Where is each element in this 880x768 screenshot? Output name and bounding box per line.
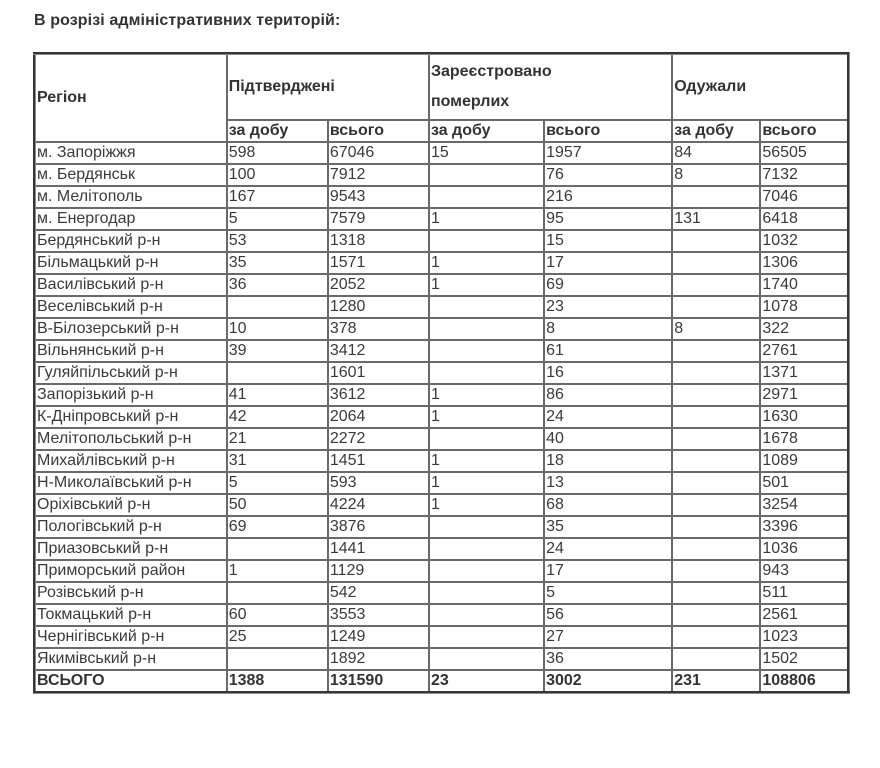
cell-deaths-total: 17	[544, 252, 672, 274]
cell-confirmed-per-day: 21	[227, 428, 328, 450]
cell-confirmed-total: 2064	[328, 406, 429, 428]
cell-deaths-total: 56	[544, 604, 672, 626]
cell-region: м. Запоріжжя	[35, 142, 227, 164]
cell-confirmed-per-day	[227, 582, 328, 604]
cell-region: Запорізький р-н	[35, 384, 227, 406]
cell-recovered-total: 501	[760, 472, 848, 494]
cell-deaths-total: 40	[544, 428, 672, 450]
table-body	[35, 142, 849, 670]
cell-confirmed-per-day	[227, 538, 328, 560]
cell-recovered-total: 1023	[760, 626, 848, 648]
table-row	[35, 582, 849, 604]
cell-confirmed-total: 1571	[328, 252, 429, 274]
header-confirmed: Підтверджені	[227, 54, 429, 121]
cell-confirmed-per-day: 5	[227, 208, 328, 230]
table-row	[35, 428, 849, 450]
cell-confirmed-per-day: 1	[227, 560, 328, 582]
cell-confirmed-total: 1892	[328, 648, 429, 670]
cell-confirmed-per-day	[227, 362, 328, 384]
cell-recovered-total: 1036	[760, 538, 848, 560]
table-row	[35, 142, 849, 164]
table-row	[35, 384, 849, 406]
cell-recovered-total: 56505	[760, 142, 848, 164]
cell-deaths-per-day	[429, 230, 544, 252]
cell-deaths-per-day: 1	[429, 450, 544, 472]
cell-deaths-per-day	[429, 428, 544, 450]
cell-deaths-per-day	[429, 626, 544, 648]
cell-confirmed-per-day: 69	[227, 516, 328, 538]
cell-recovered-per-day	[672, 538, 760, 560]
cell-confirmed-total: 1601	[328, 362, 429, 384]
cell-confirmed-per-day: 60	[227, 604, 328, 626]
cell-confirmed-total: 67046	[328, 142, 429, 164]
cell-confirmed-total: 1280	[328, 296, 429, 318]
header-deaths-line2: померлих	[430, 93, 510, 110]
totals-recovered-per-day: 231	[672, 670, 760, 693]
cell-confirmed-per-day: 10	[227, 318, 328, 340]
cell-deaths-total: 17	[544, 560, 672, 582]
table-row	[35, 296, 849, 318]
cell-confirmed-total: 378	[328, 318, 429, 340]
cell-recovered-per-day	[672, 494, 760, 516]
cell-deaths-total: 16	[544, 362, 672, 384]
cell-confirmed-total: 7579	[328, 208, 429, 230]
table-row	[35, 604, 849, 626]
cell-confirmed-per-day: 598	[227, 142, 328, 164]
cell-recovered-total: 7132	[760, 164, 848, 186]
cell-region: Бердянський р-н	[35, 230, 227, 252]
table-row	[35, 164, 849, 186]
cell-deaths-per-day: 1	[429, 494, 544, 516]
subheader-deaths-per-day: за добу	[429, 120, 544, 142]
cell-region: м. Бердянськ	[35, 164, 227, 186]
cell-recovered-per-day	[672, 186, 760, 208]
cell-recovered-total: 1306	[760, 252, 848, 274]
cell-region: Вільнянський р-н	[35, 340, 227, 362]
cell-deaths-per-day	[429, 516, 544, 538]
cell-confirmed-per-day: 100	[227, 164, 328, 186]
totals-deaths-per-day: 23	[429, 670, 544, 693]
cell-region: Приморський район	[35, 560, 227, 582]
table-row	[35, 318, 849, 340]
cell-confirmed-total: 1129	[328, 560, 429, 582]
cell-region: Мелітопольський р-н	[35, 428, 227, 450]
cell-confirmed-total: 1451	[328, 450, 429, 472]
cell-confirmed-per-day: 53	[227, 230, 328, 252]
cell-deaths-per-day	[429, 340, 544, 362]
table-row	[35, 340, 849, 362]
cell-recovered-per-day	[672, 516, 760, 538]
cell-deaths-total: 23	[544, 296, 672, 318]
cell-recovered-per-day: 84	[672, 142, 760, 164]
cell-deaths-total: 24	[544, 538, 672, 560]
cell-deaths-per-day: 1	[429, 252, 544, 274]
cell-confirmed-per-day: 42	[227, 406, 328, 428]
table-row	[35, 230, 849, 252]
table-row	[35, 406, 849, 428]
table-row	[35, 252, 849, 274]
table-row	[35, 516, 849, 538]
cell-recovered-per-day	[672, 296, 760, 318]
cell-confirmed-per-day: 31	[227, 450, 328, 472]
cell-deaths-per-day	[429, 604, 544, 626]
cell-recovered-per-day	[672, 626, 760, 648]
section-heading: В розрізі адміністративних територій:	[34, 12, 341, 29]
cell-deaths-total: 69	[544, 274, 672, 296]
cell-recovered-total: 3396	[760, 516, 848, 538]
header-region: Регіон	[35, 54, 227, 143]
cell-confirmed-total: 542	[328, 582, 429, 604]
cell-recovered-total: 943	[760, 560, 848, 582]
cell-deaths-per-day	[429, 648, 544, 670]
subheader-confirmed-per-day: за добу	[227, 120, 328, 142]
cell-recovered-total: 322	[760, 318, 848, 340]
regional-stats-table	[33, 52, 850, 694]
cell-recovered-per-day: 8	[672, 164, 760, 186]
table-row	[35, 208, 849, 230]
cell-confirmed-total: 593	[328, 472, 429, 494]
cell-recovered-per-day	[672, 406, 760, 428]
cell-deaths-total: 95	[544, 208, 672, 230]
cell-recovered-per-day	[672, 560, 760, 582]
table-row	[35, 186, 849, 208]
cell-region: м. Мелітополь	[35, 186, 227, 208]
cell-region: К-Дніпровський р-н	[35, 406, 227, 428]
cell-deaths-per-day: 1	[429, 472, 544, 494]
cell-confirmed-total: 1249	[328, 626, 429, 648]
cell-recovered-per-day	[672, 428, 760, 450]
cell-deaths-per-day	[429, 538, 544, 560]
cell-confirmed-total: 9543	[328, 186, 429, 208]
cell-deaths-total: 13	[544, 472, 672, 494]
cell-region: Гуляйпільський р-н	[35, 362, 227, 384]
cell-deaths-total: 18	[544, 450, 672, 472]
cell-deaths-total: 27	[544, 626, 672, 648]
cell-deaths-total: 36	[544, 648, 672, 670]
cell-region: Михайлівський р-н	[35, 450, 227, 472]
cell-confirmed-total: 2052	[328, 274, 429, 296]
cell-region: Оріхівський р-н	[35, 494, 227, 516]
totals-row	[35, 670, 849, 693]
totals-label: ВСЬОГО	[35, 670, 227, 693]
cell-deaths-total: 8	[544, 318, 672, 340]
subheader-confirmed-total: всього	[328, 120, 429, 142]
cell-recovered-per-day	[672, 384, 760, 406]
cell-recovered-per-day	[672, 472, 760, 494]
cell-region: Більмацький р-н	[35, 252, 227, 274]
cell-region: Веселівський р-н	[35, 296, 227, 318]
cell-region: Василівський р-н	[35, 274, 227, 296]
cell-region: м. Енергодар	[35, 208, 227, 230]
cell-deaths-total: 216	[544, 186, 672, 208]
cell-region: Н-Миколаївський р-н	[35, 472, 227, 494]
cell-confirmed-per-day	[227, 296, 328, 318]
cell-deaths-per-day	[429, 362, 544, 384]
cell-recovered-total: 3254	[760, 494, 848, 516]
cell-recovered-per-day	[672, 648, 760, 670]
header-deaths-line1: Зареєстровано	[430, 63, 552, 80]
cell-deaths-per-day	[429, 296, 544, 318]
cell-recovered-per-day	[672, 340, 760, 362]
cell-recovered-total: 2761	[760, 340, 848, 362]
cell-confirmed-total: 7912	[328, 164, 429, 186]
cell-recovered-total: 1678	[760, 428, 848, 450]
table-row	[35, 626, 849, 648]
cell-deaths-per-day: 1	[429, 384, 544, 406]
cell-deaths-per-day: 15	[429, 142, 544, 164]
cell-deaths-total: 24	[544, 406, 672, 428]
subheader-recovered-total: всього	[760, 120, 848, 142]
cell-recovered-per-day: 131	[672, 208, 760, 230]
cell-recovered-total: 1078	[760, 296, 848, 318]
cell-recovered-total: 1502	[760, 648, 848, 670]
cell-confirmed-per-day: 35	[227, 252, 328, 274]
cell-region: Токмацький р-н	[35, 604, 227, 626]
cell-region: Пологівський р-н	[35, 516, 227, 538]
subheader-deaths-total: всього	[544, 120, 672, 142]
cell-recovered-per-day	[672, 582, 760, 604]
cell-region: Приазовський р-н	[35, 538, 227, 560]
cell-confirmed-per-day: 36	[227, 274, 328, 296]
header-deaths	[429, 54, 672, 121]
cell-recovered-per-day	[672, 252, 760, 274]
cell-recovered-total: 1032	[760, 230, 848, 252]
header-recovered: Одужали	[672, 54, 848, 121]
table-row	[35, 648, 849, 670]
table-row	[35, 560, 849, 582]
table-row	[35, 274, 849, 296]
cell-confirmed-per-day: 25	[227, 626, 328, 648]
cell-confirmed-total: 2272	[328, 428, 429, 450]
cell-deaths-total: 15	[544, 230, 672, 252]
cell-region: В-Білозерський р-н	[35, 318, 227, 340]
cell-deaths-per-day	[429, 582, 544, 604]
cell-confirmed-per-day: 39	[227, 340, 328, 362]
cell-recovered-total: 7046	[760, 186, 848, 208]
cell-recovered-total: 2971	[760, 384, 848, 406]
cell-confirmed-per-day: 167	[227, 186, 328, 208]
cell-region: Якимівський р-н	[35, 648, 227, 670]
cell-recovered-per-day	[672, 230, 760, 252]
table-row	[35, 494, 849, 516]
cell-confirmed-total: 3876	[328, 516, 429, 538]
table-row	[35, 362, 849, 384]
cell-confirmed-per-day: 41	[227, 384, 328, 406]
cell-confirmed-total: 1441	[328, 538, 429, 560]
cell-recovered-total: 511	[760, 582, 848, 604]
cell-deaths-total: 68	[544, 494, 672, 516]
cell-confirmed-per-day: 50	[227, 494, 328, 516]
cell-recovered-per-day	[672, 450, 760, 472]
cell-recovered-per-day	[672, 362, 760, 384]
cell-recovered-total: 6418	[760, 208, 848, 230]
cell-deaths-per-day	[429, 186, 544, 208]
cell-recovered-per-day	[672, 604, 760, 626]
cell-deaths-per-day: 1	[429, 406, 544, 428]
cell-confirmed-total: 3553	[328, 604, 429, 626]
cell-deaths-per-day	[429, 164, 544, 186]
cell-deaths-total: 5	[544, 582, 672, 604]
cell-confirmed-per-day	[227, 648, 328, 670]
cell-deaths-total: 1957	[544, 142, 672, 164]
cell-recovered-total: 1089	[760, 450, 848, 472]
totals-recovered-total: 108806	[760, 670, 848, 693]
cell-deaths-per-day: 1	[429, 208, 544, 230]
cell-deaths-total: 86	[544, 384, 672, 406]
cell-region: Розівський р-н	[35, 582, 227, 604]
subheader-recovered-per-day: за добу	[672, 120, 760, 142]
cell-deaths-total: 76	[544, 164, 672, 186]
cell-region: Чернігівський р-н	[35, 626, 227, 648]
cell-recovered-total: 1630	[760, 406, 848, 428]
table-row	[35, 472, 849, 494]
cell-recovered-per-day	[672, 274, 760, 296]
cell-recovered-total: 2561	[760, 604, 848, 626]
table-row	[35, 450, 849, 472]
cell-confirmed-total: 3412	[328, 340, 429, 362]
totals-confirmed-total: 131590	[328, 670, 429, 693]
table-row	[35, 538, 849, 560]
totals-deaths-total: 3002	[544, 670, 672, 693]
cell-deaths-per-day	[429, 318, 544, 340]
cell-recovered-per-day: 8	[672, 318, 760, 340]
cell-recovered-total: 1371	[760, 362, 848, 384]
cell-deaths-total: 35	[544, 516, 672, 538]
cell-confirmed-per-day: 5	[227, 472, 328, 494]
cell-deaths-total: 61	[544, 340, 672, 362]
totals-confirmed-per-day: 1388	[227, 670, 328, 693]
cell-confirmed-total: 1318	[328, 230, 429, 252]
cell-confirmed-total: 4224	[328, 494, 429, 516]
cell-confirmed-total: 3612	[328, 384, 429, 406]
cell-recovered-total: 1740	[760, 274, 848, 296]
cell-deaths-per-day: 1	[429, 274, 544, 296]
cell-deaths-per-day	[429, 560, 544, 582]
